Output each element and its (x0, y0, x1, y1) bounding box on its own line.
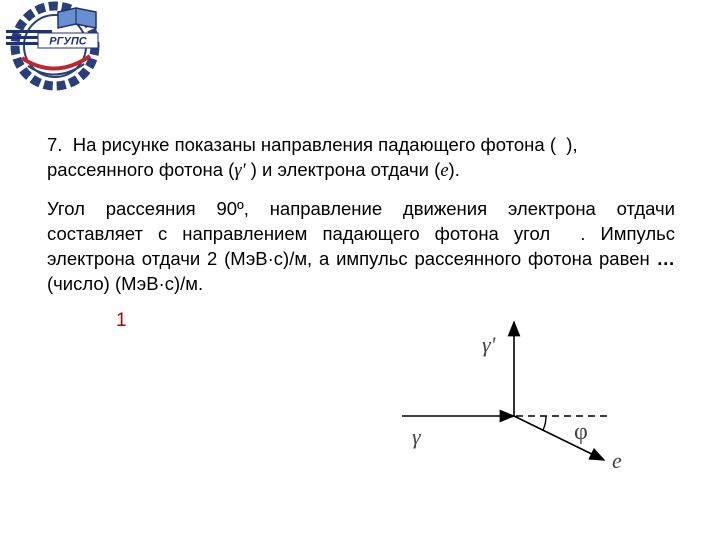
rgups-logo (0, 0, 110, 92)
gamma-prime-symbol: γ' (234, 161, 246, 181)
angle-arc (543, 416, 546, 430)
logo-text: РГУПС (49, 35, 87, 48)
label-gamma-prime: γ' (482, 332, 496, 357)
scattering-diagram (398, 318, 638, 478)
electron-line (514, 416, 604, 460)
electron-symbol: e (440, 161, 449, 181)
problem-paragraph-2: Угол рассеяния 90º, направление движения электрона отдачи составляет с направлением падающего фотона угол . Импульс электрона отдачи 2 (МэВ·с)/м, а импульс рассеянного фотона равен … (число) (МэВ·с)/м. (47, 198, 676, 294)
problem-number: 7. (47, 134, 63, 155)
ellipsis: … (656, 248, 676, 269)
label-gamma: γ (412, 424, 421, 449)
label-phi: φ (574, 419, 588, 445)
label-e: e (612, 448, 622, 473)
problem-paragraph-1: 7. На рисунке показаны направления падающего фотона ( ), рассеянного фотона (γ' ) и электрона отдачи (e). (47, 134, 578, 181)
answer-value: 1 (116, 310, 127, 331)
